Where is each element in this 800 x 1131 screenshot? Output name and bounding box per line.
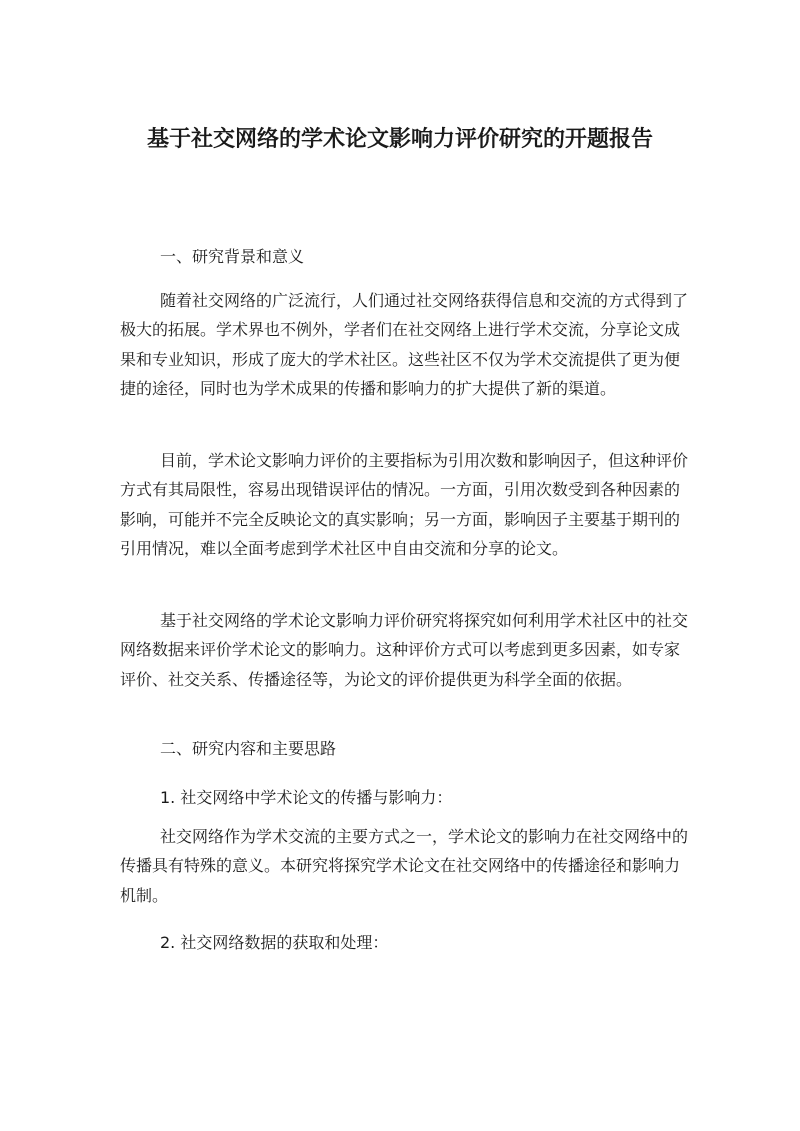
paragraph-background-2: 目前，学术论文影响力评价的主要指标为引用次数和影响因子，但这种评价方式有其局限性，容易出现错误评估的情况。一方面，引用次数受到各种因素的影响，可能并不完全反映论文的真实影响；另一方面，影响因子主要基于期刊的引用情况，难以全面考虑到学术社区中自由交流和分享的论文。 — [120, 451, 689, 559]
paragraph-background-1: 随着社交网络的广泛流行，人们通过社交网络获得信息和交流的方式得到了极大的拓展。学术界也不例外，学者们在社交网络上进行学术交流，分享论文成果和专业知识，形成了庞大的学术社区。这些社区不仅为学术交流提供了更为便捷的途径，同时也为学术成果的传播和影响力的扩大提供了新的渠道。 — [120, 291, 689, 399]
paragraph-item-1: 社交网络作为学术交流的主要方式之一，学术论文的影响力在社交网络中的传播具有特殊的意义。本研究将探究学术论文在社交网络中的传播途径和影响力机制。 — [120, 827, 689, 905]
document-title: 基于社交网络的学术论文影响力评价研究的开题报告 — [146, 127, 653, 152]
item-heading-2: 2. 社交网络数据的获取和处理： — [160, 933, 389, 952]
paragraph-background-3: 基于社交网络的学术论文影响力评价研究将探究如何利用学术社区中的社交网络数据来评价学术论文的影响力。这种评价方式可以考虑到更多因素，如专家评价、社交关系、传播途径等，为论文的评价提供更为科学全面的依据。 — [120, 611, 689, 689]
section-heading-background: 一、研究背景和意义 — [160, 247, 305, 266]
section-heading-content: 二、研究内容和主要思路 — [160, 739, 337, 758]
item-heading-1: 1. 社交网络中学术论文的传播与影响力： — [160, 788, 453, 807]
